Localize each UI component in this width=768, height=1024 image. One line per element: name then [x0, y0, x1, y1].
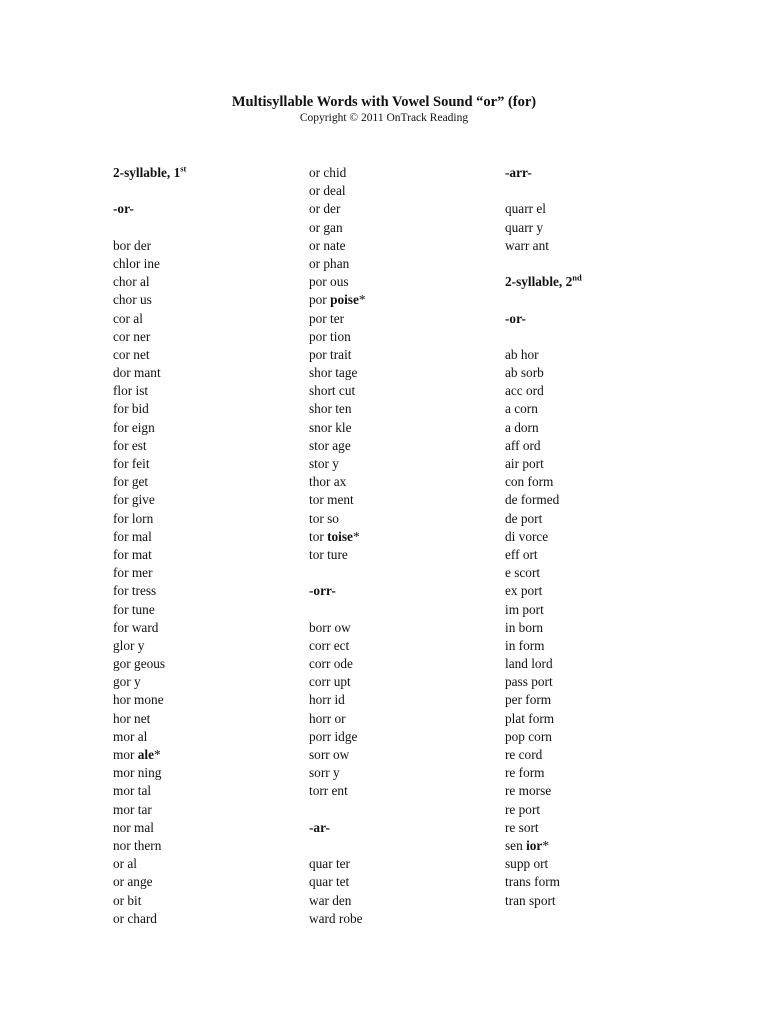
word-entry	[113, 855, 303, 873]
word-text: pass port	[505, 674, 553, 690]
section-heading	[309, 819, 499, 837]
irregular-syllable: ale	[137, 747, 154, 762]
word-entry	[309, 764, 499, 782]
word-text: trans form	[505, 874, 561, 890]
word-entry	[309, 619, 499, 637]
word-text: air port	[505, 456, 544, 471]
word-entry	[505, 892, 695, 910]
word-text: ab hor	[505, 346, 539, 362]
word-text: for mal	[113, 528, 152, 544]
word-text: snor kle	[309, 419, 352, 435]
word-text: tor so	[309, 510, 339, 526]
word-text: ab sorb	[505, 365, 544, 381]
word-entry	[505, 619, 695, 637]
word-text: short cut	[309, 383, 356, 399]
copyright-line: Copyright © 2011 OnTrack Reading	[299, 112, 469, 124]
word-entry	[505, 673, 695, 691]
word-entry	[309, 219, 499, 237]
word-entry	[113, 619, 303, 637]
word-text: for est	[113, 437, 147, 453]
word-text: or bit	[113, 892, 142, 908]
word-text: mor	[113, 747, 138, 762]
word-text: ward robe	[309, 910, 363, 926]
word-text: im port	[505, 601, 544, 617]
ordinal-superscript: nd	[572, 272, 582, 283]
irregular-syllable: toise	[327, 528, 353, 544]
word-entry	[505, 819, 695, 837]
word-entry	[309, 419, 499, 437]
word-text: ex port	[505, 583, 543, 599]
word-text: for mer	[113, 565, 153, 581]
section-heading	[505, 273, 695, 291]
word-text: chor al	[113, 274, 150, 290]
word-entry	[113, 801, 303, 819]
word-text: nor mal	[113, 819, 154, 835]
word-text: land lord	[505, 656, 553, 672]
word-entry	[309, 728, 499, 746]
word-entry	[309, 528, 499, 546]
spacer	[309, 601, 499, 619]
word-entry	[113, 691, 303, 709]
word-text: por ter	[309, 310, 345, 326]
word-entry	[309, 491, 499, 509]
word-text: hor mone	[113, 692, 164, 708]
word-text: quarr y	[505, 219, 544, 235]
asterisk-mark: *	[358, 292, 366, 308]
word-text: chor us	[113, 292, 152, 308]
word-entry	[309, 873, 499, 891]
word-column-3	[505, 164, 695, 910]
word-text: for give	[113, 492, 155, 508]
word-text: mor tal	[113, 783, 152, 799]
word-text: cor al	[113, 310, 143, 326]
word-column-1	[113, 164, 303, 928]
heading-text: 2-syllable, 2	[505, 274, 573, 290]
word-entry	[505, 801, 695, 819]
section-heading	[505, 164, 695, 182]
word-text: shor tage	[309, 365, 358, 381]
word-entry	[113, 910, 303, 928]
heading-text: -orr-	[309, 583, 336, 599]
word-text: warr ant	[505, 237, 549, 253]
word-text: thor ax	[309, 474, 347, 490]
section-heading	[113, 200, 303, 218]
word-entry	[505, 364, 695, 382]
word-entry	[505, 437, 695, 455]
word-text: in born	[505, 619, 544, 635]
word-text: or deal	[309, 183, 346, 199]
word-entry	[505, 601, 695, 619]
word-entry	[505, 582, 695, 600]
word-entry	[113, 710, 303, 728]
word-text: plat form	[505, 710, 555, 726]
word-entry	[309, 164, 499, 182]
word-text: quar tet	[309, 874, 350, 890]
word-text: con form	[505, 474, 554, 490]
word-entry	[505, 546, 695, 564]
word-text: per form	[505, 692, 552, 708]
word-entry	[309, 473, 499, 491]
word-entry	[113, 873, 303, 891]
irregular-syllable: ior	[526, 837, 543, 853]
spacer	[505, 255, 695, 273]
word-text: acc ord	[505, 383, 544, 399]
heading-text: 2-syllable, 1	[113, 165, 181, 180]
word-text: a dorn	[505, 419, 539, 435]
asterisk-mark: *	[154, 747, 161, 762]
word-text: gor geous	[113, 656, 166, 672]
word-entry	[113, 437, 303, 455]
word-entry	[505, 728, 695, 746]
word-entry	[309, 910, 499, 928]
word-entry	[309, 510, 499, 528]
word-entry	[113, 328, 303, 346]
word-text: sorr ow	[309, 747, 350, 762]
section-heading	[113, 164, 303, 182]
word-text: aff ord	[505, 437, 541, 453]
word-text: di vorce	[505, 528, 549, 544]
word-text: quar ter	[309, 856, 350, 872]
word-entry	[505, 637, 695, 655]
word-text: for get	[113, 474, 149, 490]
word-text: hor net	[113, 710, 151, 726]
word-entry	[309, 364, 499, 382]
word-entry	[309, 400, 499, 418]
word-text: torr ent	[309, 783, 348, 799]
word-entry	[505, 746, 695, 764]
word-text: re port	[505, 801, 541, 817]
word-entry	[309, 746, 499, 764]
word-entry	[505, 237, 695, 255]
word-entry	[309, 310, 499, 328]
word-entry	[309, 455, 499, 473]
word-entry	[113, 764, 303, 782]
word-entry	[113, 291, 303, 309]
word-text: sen	[505, 837, 527, 853]
word-entry	[113, 546, 303, 564]
word-text: cor net	[113, 346, 150, 362]
word-text: corr upt	[309, 674, 351, 690]
word-entry	[505, 764, 695, 782]
word-entry	[505, 837, 695, 855]
word-text: stor y	[309, 456, 339, 471]
word-text: or der	[309, 201, 341, 217]
word-entry	[505, 855, 695, 873]
word-entry	[309, 200, 499, 218]
word-entry	[309, 291, 499, 309]
word-text: re sort	[505, 819, 539, 835]
word-entry	[309, 855, 499, 873]
spacer	[505, 291, 695, 309]
word-entry	[505, 510, 695, 528]
word-entry	[505, 782, 695, 800]
word-text: or ange	[113, 874, 153, 890]
word-text: gor y	[113, 674, 141, 690]
word-text: por	[309, 292, 331, 308]
word-entry	[309, 437, 499, 455]
word-text: for tune	[113, 601, 155, 617]
word-entry	[505, 528, 695, 546]
word-entry	[113, 728, 303, 746]
word-text: tor ment	[309, 492, 354, 508]
word-entry	[309, 892, 499, 910]
word-entry	[505, 455, 695, 473]
word-entry	[113, 528, 303, 546]
word-text: or gan	[309, 219, 343, 235]
word-text: for lorn	[113, 510, 154, 526]
word-entry	[309, 273, 499, 291]
document-title: Multisyllable Words with Vowel Sound “or” (for)	[231, 94, 537, 110]
spacer	[113, 219, 303, 237]
word-text: por trait	[309, 346, 352, 362]
word-entry	[505, 491, 695, 509]
word-entry	[505, 346, 695, 364]
word-entry	[505, 710, 695, 728]
word-entry	[113, 491, 303, 509]
word-text: shor ten	[309, 401, 352, 417]
word-text: or nate	[309, 237, 346, 253]
word-entry	[113, 273, 303, 291]
word-entry	[309, 782, 499, 800]
word-text: borr ow	[309, 619, 351, 635]
word-text: or al	[113, 856, 137, 872]
heading-text: -ar-	[309, 819, 330, 835]
word-text: in form	[505, 637, 545, 653]
spacer	[113, 182, 303, 200]
word-entry	[113, 400, 303, 418]
spacer	[505, 328, 695, 346]
word-entry	[113, 655, 303, 673]
word-text: cor ner	[113, 328, 151, 344]
word-text: e scort	[505, 565, 541, 581]
word-text: re form	[505, 765, 545, 781]
word-text: nor thern	[113, 837, 162, 853]
word-entry	[309, 637, 499, 655]
word-entry	[505, 564, 695, 582]
word-entry	[505, 691, 695, 709]
word-entry	[113, 582, 303, 600]
word-entry	[113, 346, 303, 364]
asterisk-mark: *	[352, 528, 360, 544]
word-entry	[113, 364, 303, 382]
word-entry	[113, 673, 303, 691]
word-text: por tion	[309, 328, 351, 344]
word-text: tor	[309, 528, 328, 544]
word-text: eff ort	[505, 546, 538, 562]
word-entry	[505, 473, 695, 491]
word-text: for bid	[113, 401, 149, 417]
word-entry	[505, 200, 695, 218]
word-entry	[113, 746, 303, 764]
word-text: re cord	[505, 747, 543, 762]
heading-text: -or-	[113, 201, 134, 217]
word-text: quarr el	[505, 201, 546, 217]
word-text: for ward	[113, 619, 159, 635]
word-text: chlor ine	[113, 255, 160, 271]
word-entry	[505, 419, 695, 437]
word-entry	[309, 328, 499, 346]
word-entry	[309, 710, 499, 728]
word-entry	[113, 382, 303, 400]
word-entry	[309, 673, 499, 691]
word-entry	[309, 182, 499, 200]
word-text: glor y	[113, 637, 145, 653]
word-entry	[113, 473, 303, 491]
word-entry	[113, 237, 303, 255]
word-entry	[113, 419, 303, 437]
heading-text: -or-	[505, 310, 526, 326]
word-text: for tress	[113, 583, 157, 599]
word-entry	[113, 455, 303, 473]
word-entry	[309, 691, 499, 709]
word-text: flor ist	[113, 383, 149, 399]
word-entry	[309, 382, 499, 400]
word-text: for mat	[113, 546, 152, 562]
word-text: for eign	[113, 419, 155, 435]
spacer	[309, 564, 499, 582]
word-text: tor ture	[309, 546, 348, 562]
word-entry	[113, 637, 303, 655]
word-text: mor ning	[113, 765, 162, 781]
word-text: horr or	[309, 710, 346, 726]
word-entry	[309, 546, 499, 564]
word-entry	[113, 782, 303, 800]
word-text: war den	[309, 892, 352, 908]
word-entry	[113, 564, 303, 582]
word-text: re morse	[505, 783, 552, 799]
word-text: corr ode	[309, 656, 353, 672]
word-text: horr id	[309, 692, 345, 708]
word-text: de port	[505, 510, 543, 526]
ordinal-superscript: st	[180, 163, 187, 174]
heading-text: -arr-	[505, 165, 532, 180]
word-entry	[309, 346, 499, 364]
word-entry	[309, 237, 499, 255]
word-entry	[113, 837, 303, 855]
word-entry	[113, 819, 303, 837]
word-text: or phan	[309, 255, 350, 271]
word-entry	[113, 510, 303, 528]
word-text: dor mant	[113, 365, 161, 381]
word-entry	[505, 873, 695, 891]
word-entry	[505, 655, 695, 673]
asterisk-mark: *	[542, 837, 549, 853]
word-text: mor tar	[113, 801, 152, 817]
word-entry	[309, 655, 499, 673]
word-entry	[113, 892, 303, 910]
word-entry	[113, 601, 303, 619]
word-text: mor al	[113, 728, 148, 744]
word-entry	[505, 219, 695, 237]
word-text: a corn	[505, 401, 538, 417]
word-text: sorr y	[309, 765, 340, 781]
word-entry	[113, 255, 303, 273]
word-entry	[113, 310, 303, 328]
word-text: de formed	[505, 492, 560, 508]
word-text: for feit	[113, 456, 150, 471]
word-text: corr ect	[309, 637, 350, 653]
word-text: pop corn	[505, 728, 552, 744]
spacer	[309, 837, 499, 855]
word-text: or chard	[113, 910, 157, 926]
word-column-2	[309, 164, 499, 928]
spacer	[505, 182, 695, 200]
word-text: supp ort	[505, 856, 549, 872]
word-text: bor der	[113, 237, 152, 253]
word-entry	[505, 400, 695, 418]
word-text: stor age	[309, 437, 351, 453]
word-text: tran sport	[505, 892, 556, 908]
irregular-syllable: poise	[330, 292, 359, 308]
section-heading	[505, 310, 695, 328]
word-entry	[505, 382, 695, 400]
word-text: por ous	[309, 274, 349, 290]
word-entry	[309, 255, 499, 273]
word-text: or chid	[309, 165, 347, 180]
section-heading	[309, 582, 499, 600]
word-text: porr idge	[309, 728, 358, 744]
spacer	[309, 801, 499, 819]
